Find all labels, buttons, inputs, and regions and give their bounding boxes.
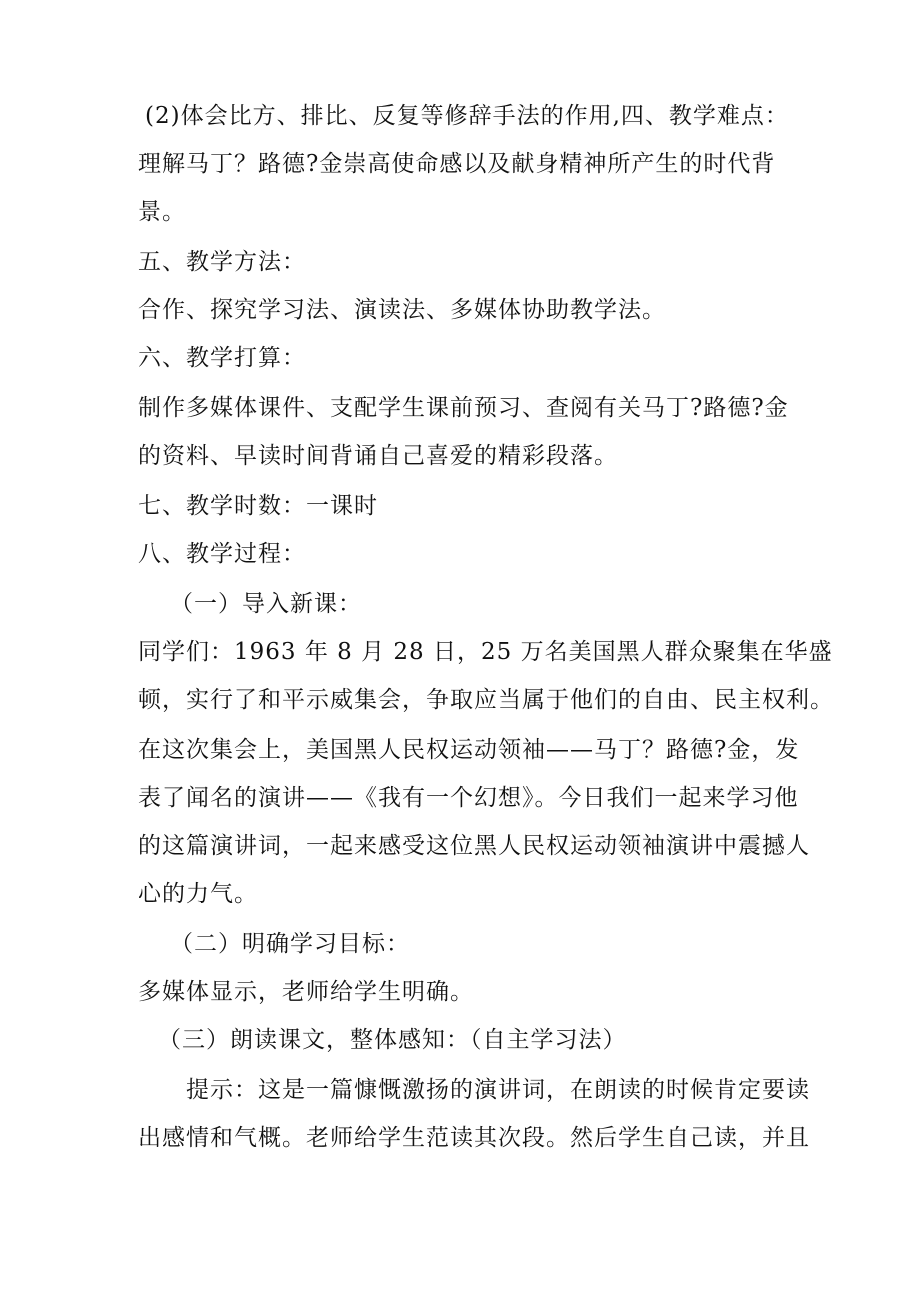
introduction-line-5: 的这篇演讲词，一起来感受这位黑人民权运动领袖演讲中震撼人 xyxy=(138,833,810,859)
introduction-line-1: 同学们：1963 年 8 月 28 日，25 万名美国黑人群众聚集在华盛 xyxy=(138,639,833,665)
section-heading-hours: 七、教学时数：一课时 xyxy=(138,493,378,519)
preparation-text-line-1: 制作多媒体课件、支配学生课前预习、查阅有关马丁?路德?金 xyxy=(138,395,789,421)
paragraph-line-3: 景。 xyxy=(138,199,186,225)
methods-text: 合作、探究学习法、演读法、多媒体协助教学法。 xyxy=(138,297,666,323)
subheading-reading: （三）朗读课文，整体感知：（自主学习法） xyxy=(158,1027,627,1053)
introduction-line-2: 顿，实行了和平示威集会，争取应当属于他们的自由、民主权利。 xyxy=(138,687,834,713)
introduction-line-3: 在这次集会上，美国黑人民权运动领袖——马丁？路德?金，发 xyxy=(138,737,800,763)
section-heading-preparation: 六、教学打算： xyxy=(138,345,306,371)
preparation-text-line-2: 的资料、早读时间背诵自己喜爱的精彩段落。 xyxy=(138,443,618,469)
section-heading-methods: 五、教学方法： xyxy=(138,249,306,275)
introduction-line-6: 心的力气。 xyxy=(138,881,258,907)
introduction-line-4: 表了闻名的演讲——《我有一个幻想》。今日我们一起来学习他 xyxy=(138,785,799,811)
paragraph-line-2: 理解马丁？路德?金崇高使命感以及献身精神所产生的时代背 xyxy=(138,151,776,177)
subheading-objectives: （二）明确学习目标： xyxy=(170,931,410,957)
paragraph-line-1: (2)体会比方、排比、反复等修辞手法的作用,四、教学难点： xyxy=(145,103,789,129)
section-heading-process: 八、教学过程： xyxy=(138,541,306,567)
objectives-text: 多媒体显示，老师给学生明确。 xyxy=(138,979,474,1005)
reading-hint-line-2: 出感情和气概。老师给学生范读其次段。然后学生自己读，并且 xyxy=(138,1125,810,1151)
subheading-introduction: （一）导入新课： xyxy=(170,591,362,617)
reading-hint-line-1: 提示：这是一篇慷慨激扬的演讲词，在朗读的时候肯定要读 xyxy=(186,1077,810,1103)
